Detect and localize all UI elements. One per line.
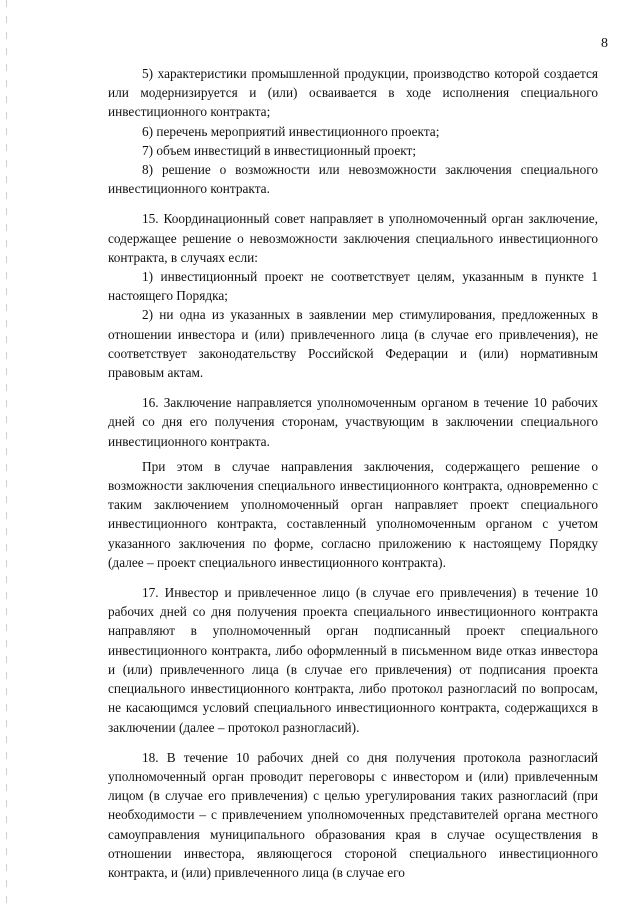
paragraph-item-7: 7) объем инвестиций в инвестиционный проект;	[142, 142, 417, 158]
paragraph-clause-15: 15. Координационный совет направляет в уполномоченный орган заключение, содержащее решение о невозможности заключения специального инвестиционного контракта, в случаях если:	[108, 211, 598, 265]
document-body	[108, 64, 598, 882]
paragraph-clause-16: 16. Заключение направляется уполномоченным органом в течение 10 рабочих дней со дня его получения сторонам, участвующим в заключении специального инвестиционного контракта.	[108, 395, 598, 449]
paragraph-item-5: 5) характеристики промышленной продукции, производство которой создается или модернизируется и (или) осваивается в ходе исполнения специального инвестиционного контракта;	[108, 66, 598, 120]
paragraph-clause-15-2: 2) ни одна из указанных в заявлении мер стимулирования, предложенных в отношении инвестора и (или) привлеченного лица (в случае его привлечения), не соответствует законодательству Российской Федерации и (или) нормативным правовым актам.	[108, 307, 598, 381]
paragraph-item-6: 6) перечень мероприятий инвестиционного проекта;	[142, 123, 440, 139]
paragraph-clause-16-note: При этом в случае направления заключения, содержащего решение о возможности заключения специального инвестиционного контракта, одновременно с таким заключением уполномоченный орган направляет проект специального инвестиционного контракта, составленный уполномоченным органом с учетом указанного заключения по форме, согласно приложению к настоящему Порядку (далее – проект специального инвестиционного контракта).	[108, 458, 598, 570]
paragraph-item-8: 8) решение о возможности или невозможности заключения специального инвестиционного контракта.	[108, 162, 598, 197]
paragraph-clause-17: 17. Инвестор и привлеченное лицо (в случае его привлечения) в течение 10 рабочих дней со дня получения проекта специального инвестиционного контракта направляют в уполномоченный орган подписанный проект специального инвестиционного контракта, либо оформленный в письменном виде отказ инвестора и (или) привлеченного лица (в случае его привлечения) от подписания проекта специального инвестиционного контракта, либо протокол разногласий по вопросам, не касающимся условий специального инвестиционного контракта, содержащихся в заключении (далее – протокол разногласий).	[108, 585, 598, 735]
scan-edge	[6, 0, 7, 905]
page-number: 8	[601, 36, 608, 51]
paragraph-clause-15-1: 1) инвестиционный проект не соответствует целям, указанным в пункте 1 настоящего Порядка;	[108, 269, 598, 304]
paragraph-clause-18: 18. В течение 10 рабочих дней со дня получения протокола разногласий уполномоченный орган проводит переговоры с инвестором и (или) привлеченным лицом (в случае его привлечения) с целью урегулирования таких разногласий (при необходимости – с привлечением уполномоченных представителей органа местного самоуправления муниципального образования края в случае осуществления в отношении инвестора, являющегося стороной специального инвестиционного контракта, и (или) привлеченного лица (в случае его	[108, 749, 598, 880]
